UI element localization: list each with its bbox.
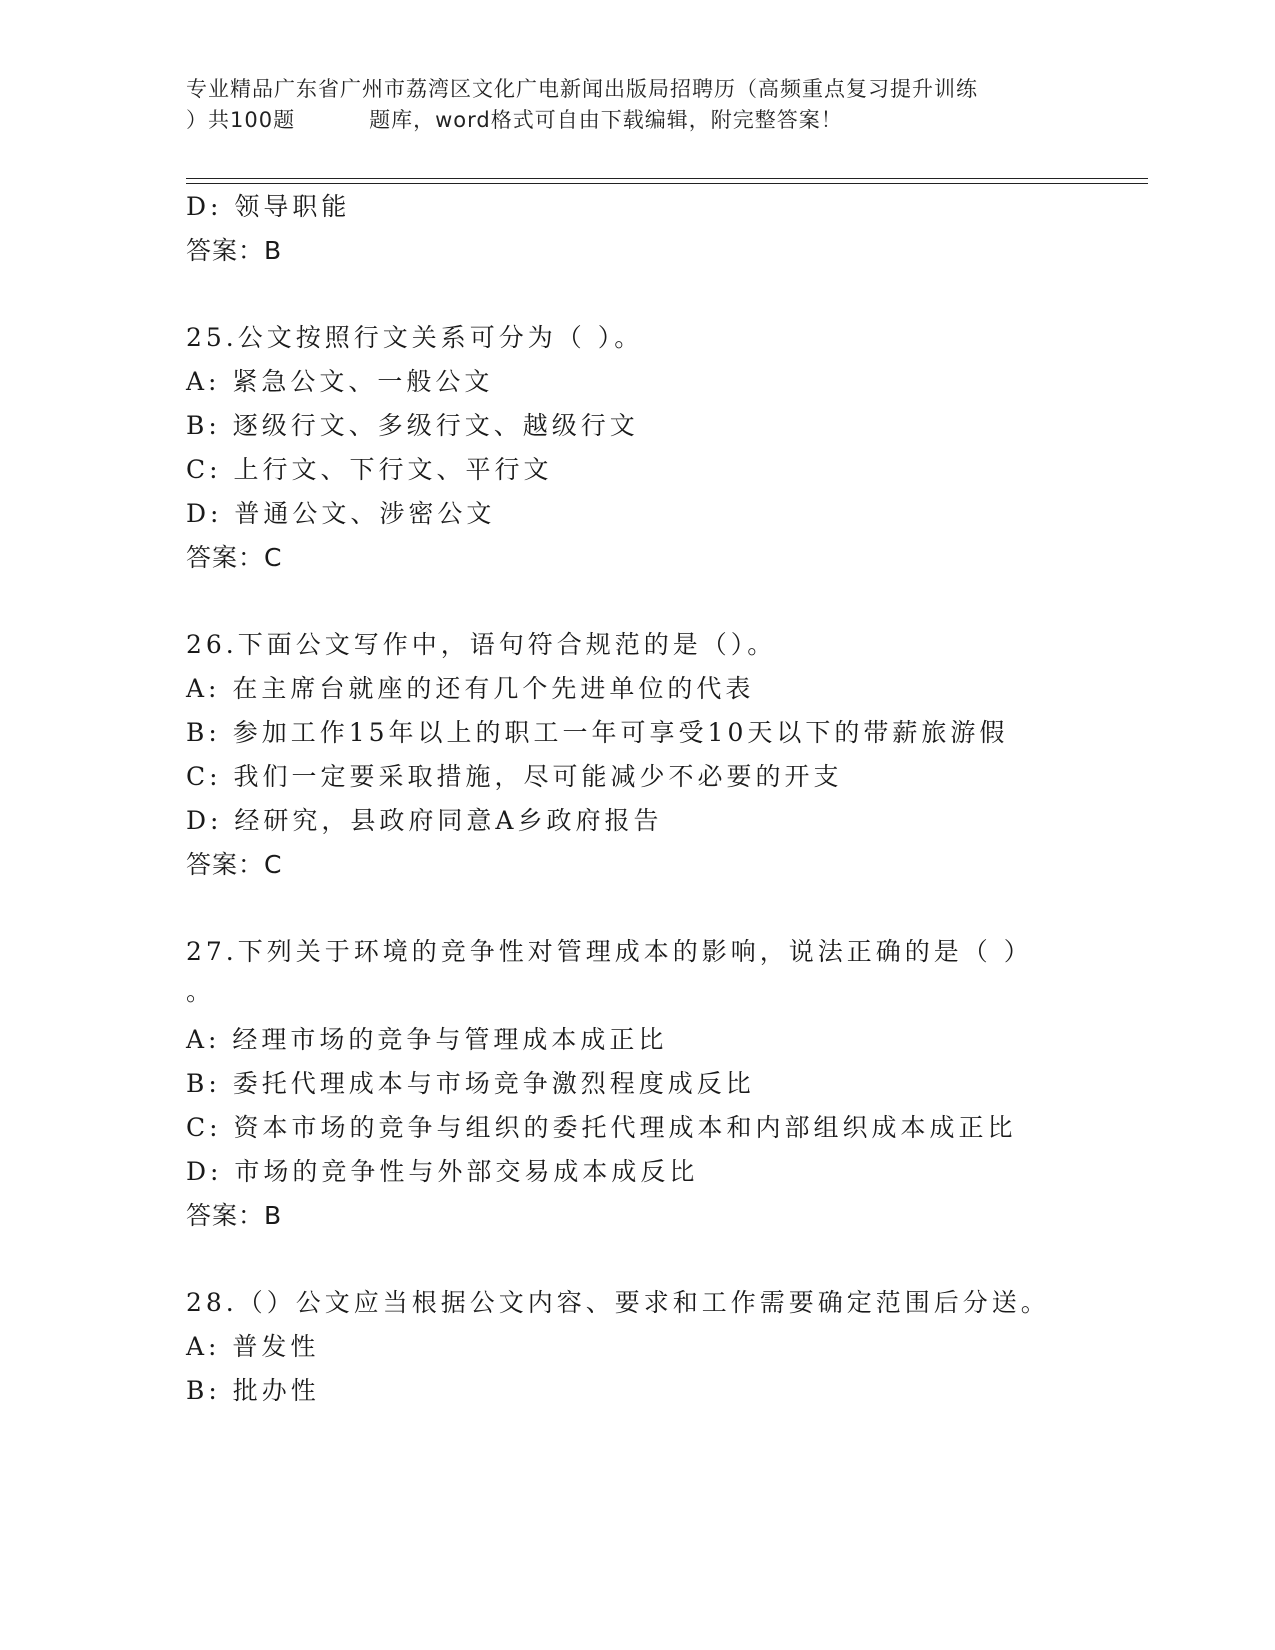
option-line: B: 参加工作15年以上的职工一年可享受10天以下的带薪旅游假	[186, 718, 1009, 747]
question-line: 27.下列关于环境的竞争性对管理成本的影响，说法正确的是（ ）	[186, 937, 1033, 966]
question-line: 26.下面公文写作中，语句符合规范的是（）。	[186, 630, 777, 659]
header-line-1: 专业精品广东省广州市荔湾区文化广电新闻出版局招聘历（高频重点复习提升训练	[186, 77, 978, 101]
option-line: C: 资本市场的竞争与组织的委托代理成本和内部组织成本成正比	[186, 1113, 1017, 1142]
option-line: D: 市场的竞争性与外部交易成本成反比	[186, 1157, 699, 1186]
option-line: B: 批办性	[186, 1376, 320, 1405]
option-line: C: 我们一定要采取措施，尽可能减少不必要的开支	[186, 762, 843, 791]
header-line-2-part-1: ）共100题	[186, 108, 296, 132]
answer-line: 答案：C	[186, 850, 283, 879]
option-line: D: 普通公文、涉密公文	[186, 499, 496, 528]
answer-line: 答案：C	[186, 543, 283, 572]
answer-line: 答案：B	[186, 236, 283, 265]
option-line: B: 逐级行文、多级行文、越级行文	[186, 411, 639, 440]
option-line: D: 领导职能	[186, 192, 351, 221]
question-line: 25.公文按照行文关系可分为（ ）。	[186, 323, 644, 352]
option-line: A: 在主席台就座的还有几个先进单位的代表	[186, 674, 755, 703]
question-line: 28.（）公文应当根据公文内容、要求和工作需要确定范围后分送。	[186, 1288, 1050, 1317]
header-line-2	[186, 105, 1086, 136]
header-rule-bottom	[186, 183, 1148, 184]
answer-line: 答案：B	[186, 1201, 283, 1230]
option-line: D: 经研究，县政府同意A乡政府报告	[186, 806, 663, 835]
option-line: A: 经理市场的竞争与管理成本成正比	[186, 1025, 668, 1054]
header-line-2-part-2: 题库，word格式可自由下载编辑，附完整答案！	[369, 108, 843, 132]
question-line-continued: 。	[186, 977, 216, 1006]
header-rule-top	[186, 178, 1148, 179]
option-line: A: 普发性	[186, 1332, 320, 1361]
option-line: B: 委托代理成本与市场竞争激烈程度成反比	[186, 1069, 755, 1098]
document-header	[186, 74, 1086, 136]
option-line: C: 上行文、下行文、平行文	[186, 455, 553, 484]
option-line: A: 紧急公文、一般公文	[186, 367, 494, 396]
